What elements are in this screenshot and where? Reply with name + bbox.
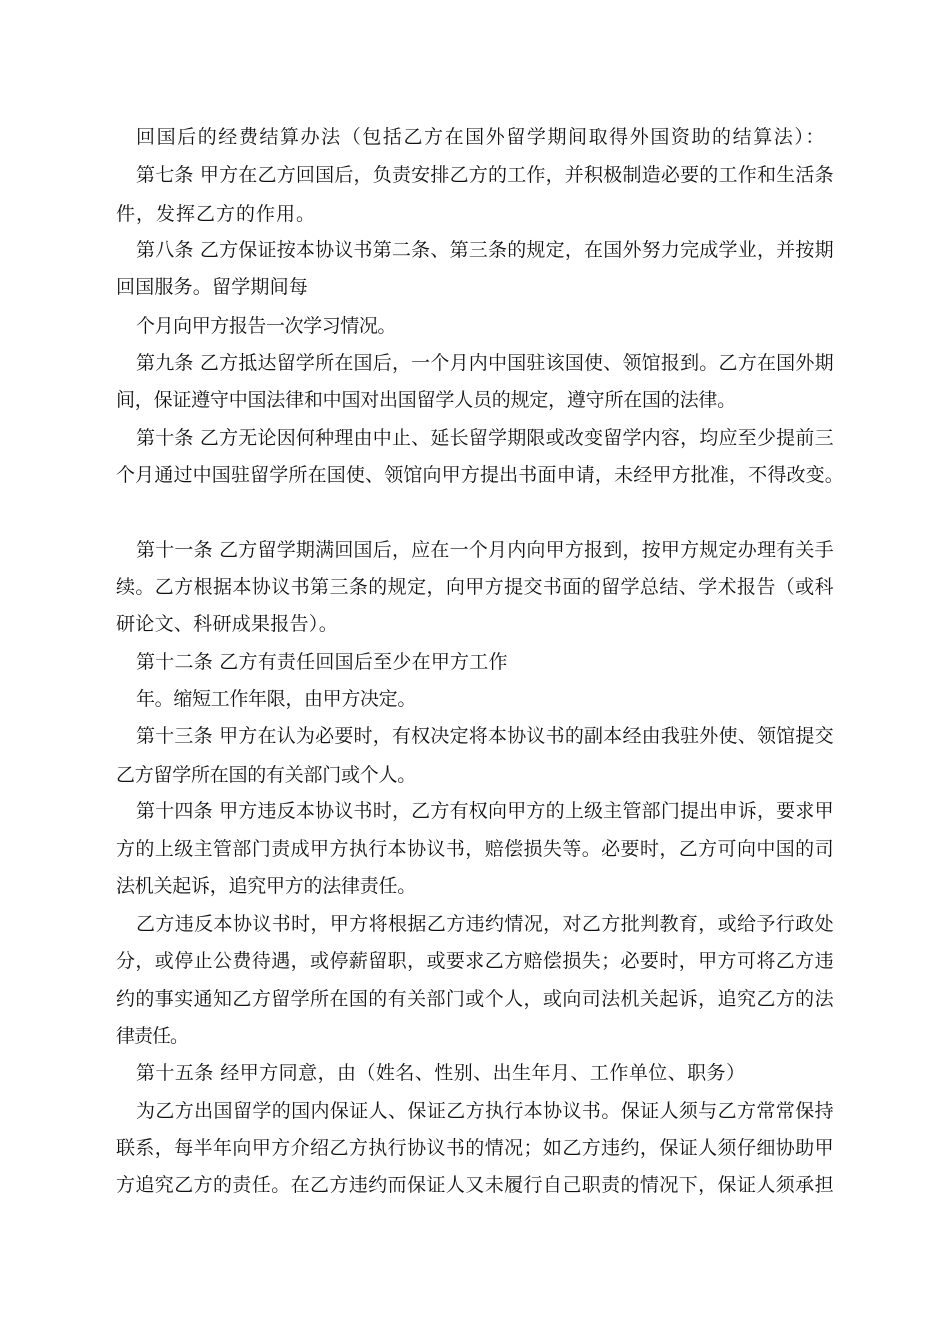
article-8-heading-line: 第八条 乙方保证按本协议书第二条、第三条的规定，在国外努力完成学业，并按期 — [136, 239, 834, 261]
text-line: 联系，每半年向甲方介绍乙方执行协议书的情况；如乙方违约，保证人须仔细协助甲 — [116, 1137, 834, 1159]
text-line: 法机关起诉，追究甲方的法律责任。 — [116, 875, 416, 897]
text-line: 间，保证遵守中国法律和中国对出国留学人员的规定，遵守所在国的法律。 — [116, 389, 736, 411]
article-12-heading-line: 第十二条 乙方有责任回国后至少在甲方工作 — [136, 651, 508, 673]
text-line: 个月通过中国驻留学所在国使、领馆向甲方提出书面申请，未经甲方批准，不得改变。 — [116, 464, 844, 486]
article-10-heading-line: 第十条 乙方无论因何种理由中止、延长留学期限或改变留学内容，均应至少提前三 — [136, 427, 834, 449]
text-line: 个月向甲方报告一次学习情况。 — [136, 315, 396, 337]
text-line: 回国后的经费结算办法（包括乙方在国外留学期间取得外国资助的结算法）： — [136, 126, 826, 148]
text-line: 乙方留学所在国的有关部门或个人。 — [116, 764, 416, 786]
text-line: 乙方违反本协议书时，甲方将根据乙方违约情况，对乙方批判教育，或给予行政处 — [136, 913, 834, 935]
article-7-heading-line: 第七条 甲方在乙方回国后，负责安排乙方的工作，并积极制造必要的工作和生活条 — [136, 164, 834, 186]
text-line: 续。乙方根据本协议书第三条的规定，向甲方提交书面的留学总结、学术报告（或科 — [116, 576, 834, 598]
text-line: 年。缩短工作年限，由甲方决定。 — [136, 688, 416, 710]
text-line: 方的上级主管部门责成甲方执行本协议书，赔偿损失等。必要时，乙方可向中国的司 — [116, 838, 834, 860]
text-line: 约的事实通知乙方留学所在国的有关部门或个人，或向司法机关起诉，追究乙方的法 — [116, 988, 834, 1010]
article-11-heading-line: 第十一条 乙方留学期满回国后，应在一个月内向甲方报到，按甲方规定办理有关手 — [136, 539, 834, 561]
text-line: 回国服务。留学期间每 — [116, 276, 308, 298]
text-line: 方追究乙方的责任。在乙方违约而保证人又未履行自己职责的情况下，保证人须承担 — [116, 1174, 834, 1196]
text-line: 件，发挥乙方的作用。 — [116, 203, 316, 225]
text-line: 律责任。 — [116, 1025, 188, 1047]
article-9-heading-line: 第九条 乙方抵达留学所在国后，一个月内中国驻该国使、领馆报到。乙方在国外期 — [136, 352, 834, 374]
article-13-heading-line: 第十三条 甲方在认为必要时，有权决定将本协议书的副本经由我驻外使、领馆提交 — [136, 725, 834, 747]
article-14-heading-line: 第十四条 甲方违反本协议书时，乙方有权向甲方的上级主管部门提出申诉，要求甲 — [136, 800, 834, 822]
text-line: 研论文、科研成果报告）。 — [116, 613, 338, 635]
text-line: 为乙方出国留学的国内保证人、保证乙方执行本协议书。保证人须与乙方常常保持 — [136, 1100, 834, 1122]
article-15-heading-line: 第十五条 经甲方同意，由（姓名、性别、出生年月、工作单位、职务） — [136, 1062, 746, 1084]
text-line: 分，或停止公费待遇，或停薪留职，或要求乙方赔偿损失；必要时，甲方可将乙方违 — [116, 950, 834, 972]
